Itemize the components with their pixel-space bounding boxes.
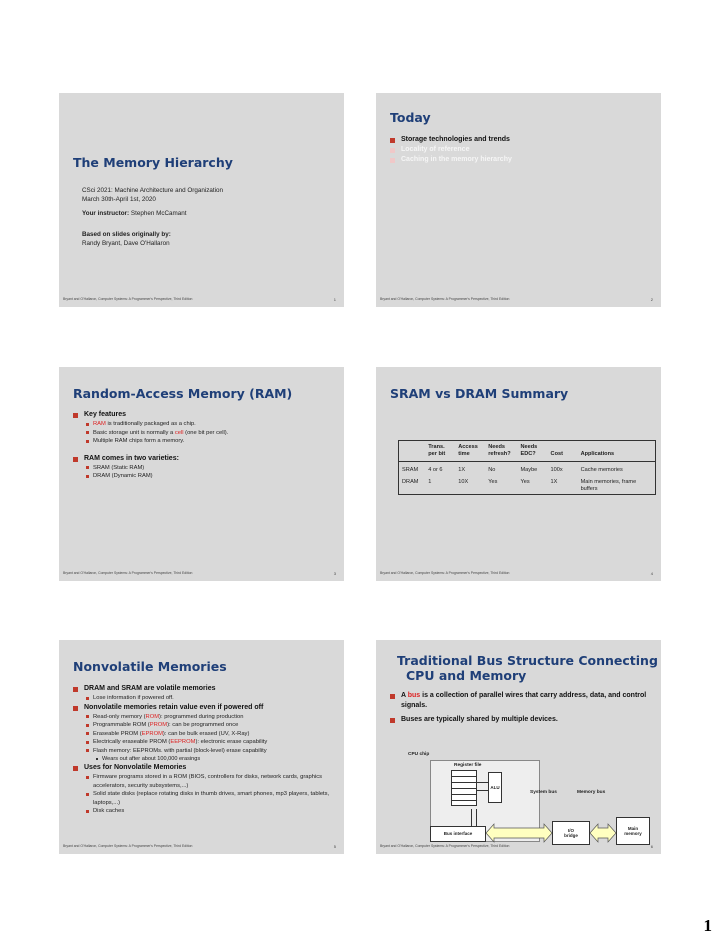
nonvolatile-bullet (73, 703, 336, 764)
slide-number: 5 (333, 844, 336, 849)
slide-number: 3 (333, 571, 336, 576)
table-header (399, 441, 426, 462)
varieties-text: RAM comes in two varieties: (84, 454, 179, 462)
agenda-list (390, 135, 653, 165)
based-on-label (82, 230, 171, 239)
register-file-label: Register file (454, 763, 482, 768)
slide-3 (59, 367, 344, 581)
slide-number: 6 (650, 844, 653, 849)
table-header: Applications (578, 441, 656, 462)
table-header: Needs EDC? (518, 441, 548, 462)
key-features-sublist (84, 420, 336, 446)
list-item-text: Basic storage unit is normally a (93, 429, 175, 436)
footer-text: Bryant and O'Hallaron, Computer Systems: A Programmer's Perspective, Third Edition (63, 297, 193, 301)
list-item (84, 721, 336, 730)
volatile-bullet (73, 684, 336, 703)
memory-bus-arrow (590, 824, 616, 842)
footer-text: Bryant and O'Hallaron, Computer Systems: A Programmer's Perspective, Third Edition (63, 844, 193, 848)
list-item-text: Electrically eraseable PROM ( (93, 739, 171, 745)
list-item-text: Eraseable PROM ( (93, 730, 142, 737)
bus-bullet (390, 691, 653, 711)
slide-4 (376, 367, 661, 581)
footer-text: Bryant and O'Hallaron, Computer Systems: A Programmer's Perspective, Third Edition (63, 571, 193, 575)
table-cell: Maybe (520, 467, 538, 473)
rom-term: ROM (145, 713, 160, 720)
slide-footer (380, 571, 653, 576)
slide-title-line: Traditional Bus Structure Connecting (397, 653, 658, 668)
list-item: SRAM (Static RAM) (84, 464, 336, 473)
bus-bullet: Buses are typically shared by multiple devices. (390, 715, 653, 725)
table-cell: 1X (458, 467, 466, 473)
sublist (84, 773, 336, 816)
table-cell: 10X (458, 479, 469, 485)
instructor-line (82, 209, 187, 218)
cpu-chip-label: CPU chip (408, 752, 430, 757)
prom-term: PROM (149, 722, 168, 728)
bullet-text: A (401, 692, 408, 699)
slide-title: Nonvolatile Memories (73, 659, 227, 674)
table-cell: 1 (428, 479, 432, 485)
list-item: Solid state disks (replace rotating disks in thumb drives, smart phones, mp3 players, tablets, laptops,...) (84, 790, 336, 807)
slide-title: Today (390, 110, 431, 125)
slide-title: The Memory Hierarchy (73, 155, 233, 170)
authors-line: Randy Bryant, Dave O'Hallaron (82, 240, 170, 247)
table-header: Needs refresh? (485, 441, 517, 462)
alu-box: ALU (488, 772, 502, 803)
list-item-text: ): electronic erase capability (195, 739, 268, 745)
footer-text: Bryant and O'Hallaron, Computer Systems: A Programmer's Perspective, Third Edition (380, 297, 510, 301)
slide-title: SRAM vs DRAM Summary (390, 386, 569, 401)
list-item: Lose information if powered off. (84, 694, 336, 703)
agenda-item: Locality of reference (390, 145, 653, 155)
nonvolatile-list (73, 684, 336, 816)
list-item-text: is traditionally packaged as a chip. (105, 421, 196, 427)
list-item-text: ): programmed during production (159, 713, 244, 720)
ram-list (73, 410, 336, 481)
slide-6 (376, 640, 661, 854)
bus-interface-box: Bus interface (430, 826, 486, 842)
sublist (84, 713, 336, 764)
system-bus-arrow (486, 824, 552, 842)
table-header: Cost (548, 441, 578, 462)
slide-footer (63, 571, 336, 576)
varieties-sublist (84, 464, 336, 481)
list-item (84, 713, 336, 722)
course-line: CSci 2021: Machine Architecture and Organization (82, 187, 224, 194)
memory-bus-label: Memory bus (577, 790, 606, 795)
key-features-text: Key features (84, 411, 127, 418)
io-bridge-label: bridge (564, 833, 578, 838)
bus-term: bus (407, 692, 421, 699)
ram-term: RAM (93, 421, 106, 427)
main-memory-label: memory (624, 831, 642, 836)
vertical-connector (471, 809, 477, 827)
system-bus-label: System bus (530, 790, 557, 795)
cell-term: cell (174, 429, 184, 436)
table-cell: 1X (550, 479, 558, 485)
table-header: Trans. per bit (425, 441, 455, 462)
slide-title: Random-Access Memory (RAM) (73, 386, 293, 401)
eprom-term: EPROM (141, 730, 163, 737)
slide-title (397, 653, 658, 683)
table-cell: 100x (550, 467, 563, 473)
register-file (451, 770, 477, 806)
table-cell: 4 or 6 (428, 467, 443, 473)
slide-footer (63, 297, 336, 302)
agenda-item: Storage technologies and trends (390, 135, 653, 145)
list-item-text: (one bit per cell). (183, 429, 229, 436)
slide-footer (380, 844, 653, 849)
list-item (84, 730, 336, 739)
slide-footer (380, 297, 653, 302)
list-item-text: Flash memory: EEPROMs. with partial (block-level) erase capability (93, 747, 267, 754)
bullet-text: Uses for Nonvolatile Memories (84, 764, 187, 771)
sram-dram-table (398, 440, 656, 495)
table-row (399, 478, 656, 495)
list-item: Disk caches (84, 807, 336, 816)
based-on-text: Based on slides originally by: (82, 231, 171, 238)
footer-text: Bryant and O'Hallaron, Computer Systems: A Programmer's Perspective, Third Edition (380, 844, 510, 848)
table-cell: DRAM (402, 479, 419, 485)
eeprom-term: EEPROM (170, 739, 196, 745)
bullet-text: Nonvolatile memories retain value even if powered off (84, 703, 264, 711)
table-cell: No (488, 467, 496, 473)
key-features-bullet (73, 410, 336, 446)
table-cell: SRAM (402, 467, 419, 473)
list-item-text: Programmable ROM ( (93, 722, 150, 728)
slide-number: 1 (333, 297, 336, 302)
agenda-item: Caching in the memory hierarchy (390, 155, 653, 165)
list-item (84, 738, 336, 747)
slide-number: 4 (650, 571, 653, 576)
bullet-text: DRAM and SRAM are volatile memories (84, 685, 216, 692)
slide-title-line: CPU and Memory (406, 668, 527, 683)
slide-1 (59, 93, 344, 307)
footer-text: Bryant and O'Hallaron, Computer Systems: A Programmer's Perspective, Third Edition (380, 571, 510, 575)
date-line: March 30th-April 1st, 2020 (82, 196, 156, 203)
varieties-bullet (73, 454, 336, 481)
list-item-text: Read-only memory ( (93, 713, 146, 720)
list-item (84, 420, 336, 429)
main-memory-box (616, 817, 650, 845)
slide-footer (63, 844, 336, 849)
uses-bullet (73, 763, 336, 816)
list-item-text: ): can be bulk erased (UV, X-Ray) (162, 730, 250, 737)
bus-list (390, 691, 653, 725)
list-item-text: ): can be programmed once (167, 722, 239, 728)
table-row (399, 462, 656, 479)
main-memory-label: Main (627, 825, 639, 831)
io-bridge-box (552, 821, 590, 845)
sublist (84, 694, 336, 703)
list-item: Wears out after about 100,000 erasings (93, 755, 336, 763)
list-item: DRAM (Dynamic RAM) (84, 472, 336, 481)
bullet-text: is a collection of parallel wires that carry address, data, and control signals. (401, 692, 647, 709)
instructor-label: Your instructor: (82, 210, 130, 217)
sub-sublist (93, 755, 336, 763)
table-header: Access time (455, 441, 485, 462)
table-cell: Cache memories (580, 467, 623, 473)
slide-5 (59, 640, 344, 854)
table-cell: Main memories, frame buffers (580, 479, 637, 492)
regfile-alu-arrows (476, 779, 489, 795)
list-item (84, 429, 336, 438)
slide-number: 2 (650, 297, 653, 302)
list-item (84, 747, 336, 764)
slide-2 (376, 93, 661, 307)
io-bridge-label: I/O (567, 827, 574, 833)
instructor-name: Stephen McCamant (130, 210, 187, 217)
list-item: Multiple RAM chips form a memory. (84, 437, 336, 446)
page-number: 1 (703, 916, 712, 935)
list-item: Firmware programs stored in a ROM (BIOS, controllers for disks, network cards, graphics accelerators, security subsystems,...) (84, 773, 336, 790)
table-cell: Yes (488, 479, 498, 485)
table-cell: Yes (520, 479, 530, 485)
bus-diagram (408, 752, 658, 847)
table-header-row (399, 441, 656, 462)
